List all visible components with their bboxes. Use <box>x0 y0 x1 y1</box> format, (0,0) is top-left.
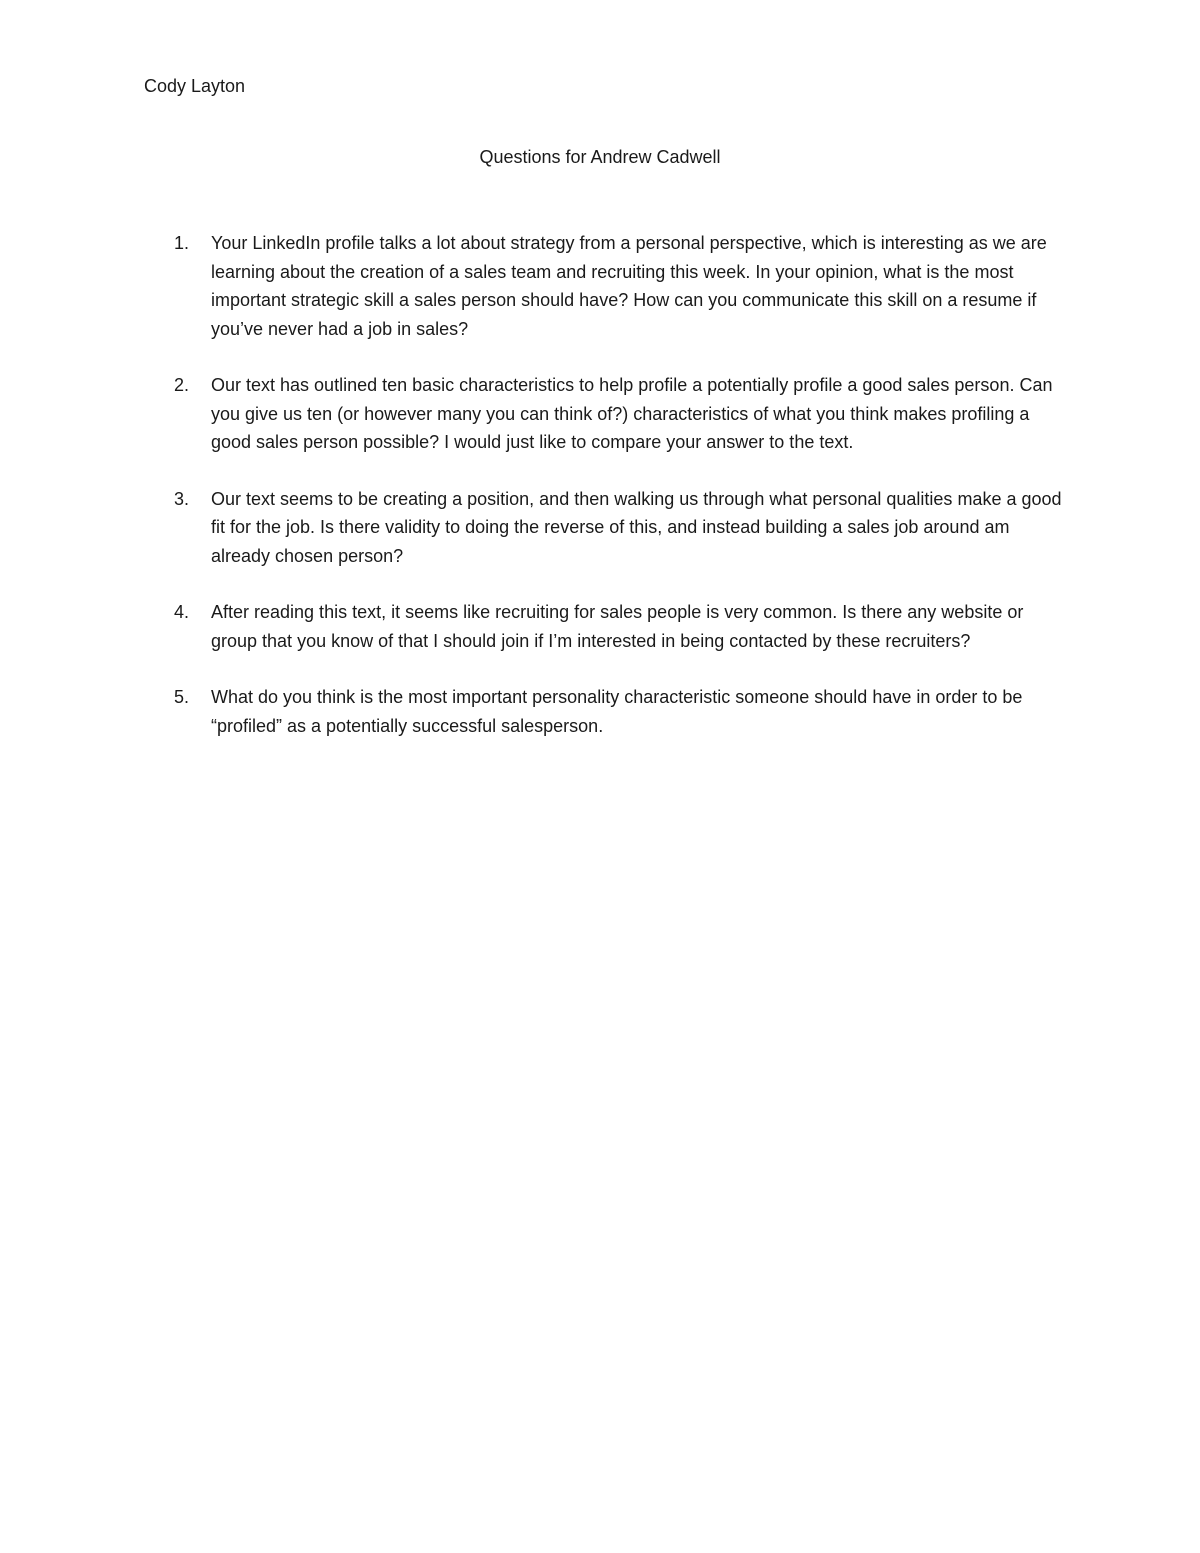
question-text: Our text has outlined ten basic characteristics to help profile a potentially profile a good sales person. Can you give us ten (or however many you can think of?) characteristics of what you think makes profiling a good sales person possible? I would just like to compare your answer to the text. <box>211 375 1053 452</box>
question-item-5 <box>174 683 1064 740</box>
question-number: 1. <box>174 233 190 253</box>
question-text: What do you think is the most important personality characteristic someone should have in order to be “profiled” as a potentially successful salesperson. <box>211 687 1023 736</box>
question-number: 3. <box>174 488 190 509</box>
document-title: Questions for Andrew Cadwell <box>479 147 721 167</box>
question-number: 5. <box>174 687 190 707</box>
question-item-1 <box>174 229 1064 343</box>
question-text: Our text seems to be creating a position, and then walking us through what personal qualities make a good fit for the job. Is there validity to doing the reverse of this, and instead building a sales job around am already chosen person? <box>211 488 1062 566</box>
question-number: 2. <box>174 375 190 395</box>
question-item-2 <box>174 371 1064 457</box>
author-name: Cody Layton <box>144 76 246 96</box>
question-list <box>174 229 1064 768</box>
question-item-4 <box>174 598 1064 655</box>
question-text: After reading this text, it seems like recruiting for sales people is very common. Is there any website or group that you know of that I should join if I’m interested in being contacted by these recruiters? <box>211 602 1024 651</box>
question-text: Your LinkedIn profile talks a lot about strategy from a personal perspective, which is interesting as we are learning about the creation of a sales team and recruiting this week. In your opinion, what is the most important strategic skill a sales person should have? How can you communicate this skill on a resume if you’ve never had a job in sales? <box>211 233 1047 339</box>
question-item-3 <box>174 485 1064 571</box>
question-number: 4. <box>174 602 190 622</box>
